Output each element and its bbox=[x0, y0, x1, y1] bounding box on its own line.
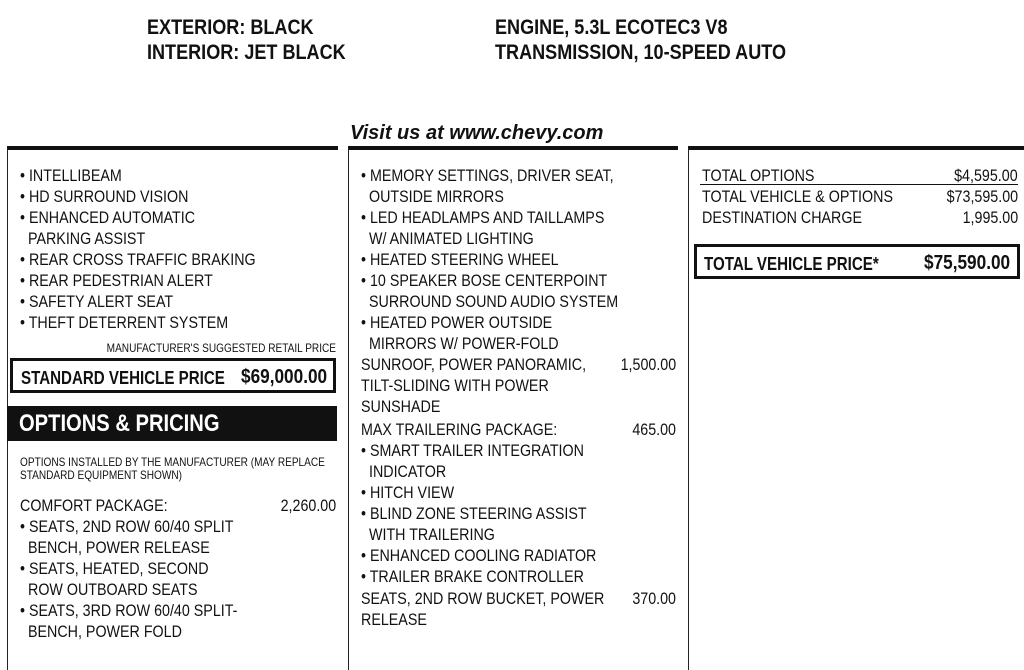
option-item: W/ ANIMATED LIGHTING bbox=[369, 229, 534, 248]
option-item: SURROUND SOUND AUDIO SYSTEM bbox=[369, 292, 619, 311]
total-options-value: $4,595.00 bbox=[954, 166, 1018, 185]
option-item: • TRAILER BRAKE CONTROLLER bbox=[361, 567, 584, 586]
exterior-color: EXTERIOR: BLACK bbox=[147, 16, 314, 39]
sunroof-price: 1,500.00 bbox=[620, 355, 676, 374]
total-vehicle-options-value: $73,595.00 bbox=[946, 187, 1018, 206]
options-note-line: OPTIONS INSTALLED BY THE MANUFACTURER (MAY REPLACE bbox=[20, 455, 325, 469]
total-vehicle-price-label: TOTAL VEHICLE PRICE* bbox=[704, 254, 879, 274]
option-item: RELEASE bbox=[361, 610, 427, 629]
option-item: OUTSIDE MIRRORS bbox=[369, 187, 504, 206]
comfort-package-item: BENCH, POWER FOLD bbox=[28, 622, 182, 641]
standard-price-value: $69,000.00 bbox=[240, 366, 327, 388]
equipment-item: • REAR PEDESTRIAN ALERT bbox=[20, 271, 213, 290]
option-item: TILT-SLIDING WITH POWER bbox=[361, 376, 549, 395]
option-item: • LED HEADLAMPS AND TAILLAMPS bbox=[361, 208, 605, 227]
total-options-label: TOTAL OPTIONS bbox=[702, 166, 815, 185]
equipment-item: • HD SURROUND VISION bbox=[20, 187, 189, 206]
transmission-spec: TRANSMISSION, 10-SPEED AUTO bbox=[495, 41, 787, 64]
visit-url: Visit us at www.chevy.com bbox=[350, 122, 604, 144]
total-vehicle-price-value: $75,590.00 bbox=[923, 252, 1010, 274]
standard-price-box bbox=[10, 358, 336, 393]
equipment-item: • ENHANCED AUTOMATIC bbox=[20, 208, 196, 227]
max-trailering-label: MAX TRAILERING PACKAGE: bbox=[361, 420, 558, 439]
msrp-label: MANUFACTURER'S SUGGESTED RETAIL PRICE bbox=[106, 341, 336, 355]
sunroof-label: SUNROOF, POWER PANORAMIC, bbox=[361, 355, 587, 374]
comfort-package-item: BENCH, POWER RELEASE bbox=[28, 538, 210, 557]
destination-charge-label: DESTINATION CHARGE bbox=[702, 208, 863, 227]
equipment-item: • INTELLIBEAM bbox=[20, 166, 122, 185]
equipment-item: • SAFETY ALERT SEAT bbox=[20, 292, 174, 311]
comfort-package-item: • SEATS, HEATED, SECOND bbox=[20, 559, 209, 578]
equipment-item: • THEFT DETERRENT SYSTEM bbox=[20, 313, 229, 332]
seats-bucket-price: 370.00 bbox=[632, 589, 676, 608]
option-item: • MEMORY SETTINGS, DRIVER SEAT, bbox=[361, 166, 614, 185]
option-item: • ENHANCED COOLING RADIATOR bbox=[361, 546, 597, 565]
option-item: • HEATED POWER OUTSIDE bbox=[361, 313, 553, 332]
option-item: • 10 SPEAKER BOSE CENTERPOINT bbox=[361, 271, 608, 290]
option-item: • BLIND ZONE STEERING ASSIST bbox=[361, 504, 587, 523]
destination-charge-value: 1,995.00 bbox=[962, 208, 1018, 227]
comfort-package-item: • SEATS, 3RD ROW 60/40 SPLIT- bbox=[20, 601, 238, 620]
comfort-package-item: ROW OUTBOARD SEATS bbox=[28, 580, 198, 599]
divider bbox=[700, 184, 1018, 185]
option-item: SUNSHADE bbox=[361, 397, 441, 416]
options-heading: OPTIONS & PRICING bbox=[19, 410, 220, 437]
comfort-package-item: • SEATS, 2ND ROW 60/40 SPLIT bbox=[20, 517, 234, 536]
comfort-package-label: COMFORT PACKAGE: bbox=[20, 496, 168, 515]
option-item: MIRRORS W/ POWER-FOLD bbox=[369, 334, 559, 353]
equipment-item: PARKING ASSIST bbox=[28, 229, 146, 248]
max-trailering-price: 465.00 bbox=[632, 420, 676, 439]
option-item: • HITCH VIEW bbox=[361, 483, 455, 502]
comfort-package-price: 2,260.00 bbox=[280, 496, 336, 515]
total-vehicle-options-label: TOTAL VEHICLE & OPTIONS bbox=[702, 187, 893, 206]
seats-bucket-label: SEATS, 2ND ROW BUCKET, POWER bbox=[361, 589, 605, 608]
engine-spec: ENGINE, 5.3L ECOTEC3 V8 bbox=[495, 16, 728, 39]
option-item: • HEATED STEERING WHEEL bbox=[361, 250, 559, 269]
option-item: WITH TRAILERING bbox=[369, 525, 495, 544]
total-vehicle-price-box bbox=[694, 244, 1020, 279]
options-note-line: STANDARD EQUIPMENT SHOWN) bbox=[20, 468, 183, 482]
equipment-item: • REAR CROSS TRAFFIC BRAKING bbox=[20, 250, 256, 269]
options-pricing-banner bbox=[7, 406, 337, 441]
option-item: • SMART TRAILER INTEGRATION bbox=[361, 441, 584, 460]
standard-price-label: STANDARD VEHICLE PRICE bbox=[21, 368, 225, 388]
option-item: INDICATOR bbox=[369, 462, 447, 481]
interior-color: INTERIOR: JET BLACK bbox=[147, 41, 346, 64]
